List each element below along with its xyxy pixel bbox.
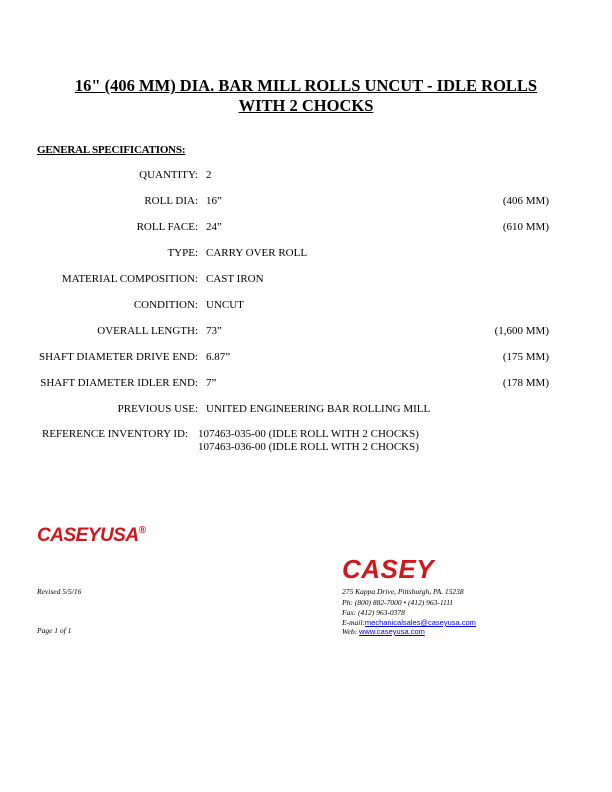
casey-logo: CASEY	[342, 554, 435, 584]
spec-row-previous-use	[0, 403, 612, 417]
spec-label: SHAFT DIAMETER IDLER END:	[40, 377, 198, 389]
spec-label: OVERALL LENGTH:	[97, 325, 198, 337]
spec-row-quantity	[0, 169, 612, 183]
phone: Ph: (800) 882-7000 • (412) 963-1111	[342, 598, 454, 607]
spec-row-roll-dia	[0, 195, 612, 209]
email-line	[342, 618, 476, 627]
spec-metric: (610 MM)	[502, 221, 549, 233]
page-title	[30, 76, 582, 116]
spec-value: UNITED ENGINEERING BAR ROLLING MILL	[206, 403, 431, 415]
web-link[interactable]: www.caseyusa.com	[359, 627, 425, 636]
spec-label: QUANTITY:	[139, 169, 198, 181]
spec-metric: (406 MM)	[502, 195, 549, 207]
web-label: Web:	[342, 627, 358, 636]
reference-id-1: 107463-035-00 (IDLE ROLL WITH 2 CHOCKS)	[198, 428, 419, 440]
title-line-2: WITH 2 CHOCKS	[238, 96, 374, 115]
reference-id-2: 107463-036-00 (IDLE ROLL WITH 2 CHOCKS)	[198, 441, 419, 453]
spec-value: 16”	[206, 195, 222, 207]
spec-row-roll-face	[0, 221, 612, 235]
page-number: Page 1 of 1	[37, 626, 72, 635]
reference-label: REFERENCE INVENTORY ID:	[42, 428, 189, 440]
spec-row-shaft-drive	[0, 351, 612, 365]
spec-row-type	[0, 247, 612, 261]
registered-mark: ®	[138, 525, 146, 536]
email-label: E-mail:	[342, 618, 365, 627]
spec-label: ROLL FACE:	[136, 221, 198, 233]
spec-value: 73”	[206, 325, 222, 337]
caseyusa-logo	[37, 525, 145, 547]
spec-value: CAST IRON	[206, 273, 264, 285]
spec-metric: (1,600 MM)	[494, 325, 549, 337]
logo-text: CASEYUSA	[37, 525, 139, 546]
spec-label: PREVIOUS USE:	[117, 403, 198, 415]
spec-value: 2	[206, 169, 212, 181]
spec-row-shaft-idler	[0, 377, 612, 391]
spec-label: MATERIAL COMPOSITION:	[61, 273, 198, 285]
spec-value: CARRY OVER ROLL	[206, 247, 308, 259]
spec-label: TYPE:	[167, 247, 198, 259]
section-heading: GENERAL SPECIFICATIONS:	[37, 144, 186, 156]
spec-row-condition	[0, 299, 612, 313]
address: 275 Kappa Drive, Pittsburgh, PA. 15238	[342, 587, 464, 596]
spec-metric: (178 MM)	[502, 377, 549, 389]
spec-value: 24”	[206, 221, 222, 233]
spec-value: 7”	[206, 377, 217, 389]
title-line-1: 16" (406 MM) DIA. BAR MILL ROLLS UNCUT - IDLE ROLLS	[74, 76, 538, 95]
web-line	[342, 627, 425, 636]
spec-row-material	[0, 273, 612, 287]
spec-label: CONDITION:	[133, 299, 198, 311]
spec-label: ROLL DIA:	[144, 195, 198, 207]
spec-value: UNCUT	[206, 299, 244, 311]
spec-metric: (175 MM)	[502, 351, 549, 363]
spec-label: SHAFT DIAMETER DRIVE END:	[39, 351, 198, 363]
spec-row-overall-length	[0, 325, 612, 339]
email-link[interactable]: mechanicalsales@caseyusa.com	[364, 618, 476, 627]
spec-value: 6.87”	[206, 351, 231, 363]
revised-date: Revised 5/5/16	[37, 587, 82, 596]
fax: Fax: (412) 963-0378	[342, 608, 405, 617]
